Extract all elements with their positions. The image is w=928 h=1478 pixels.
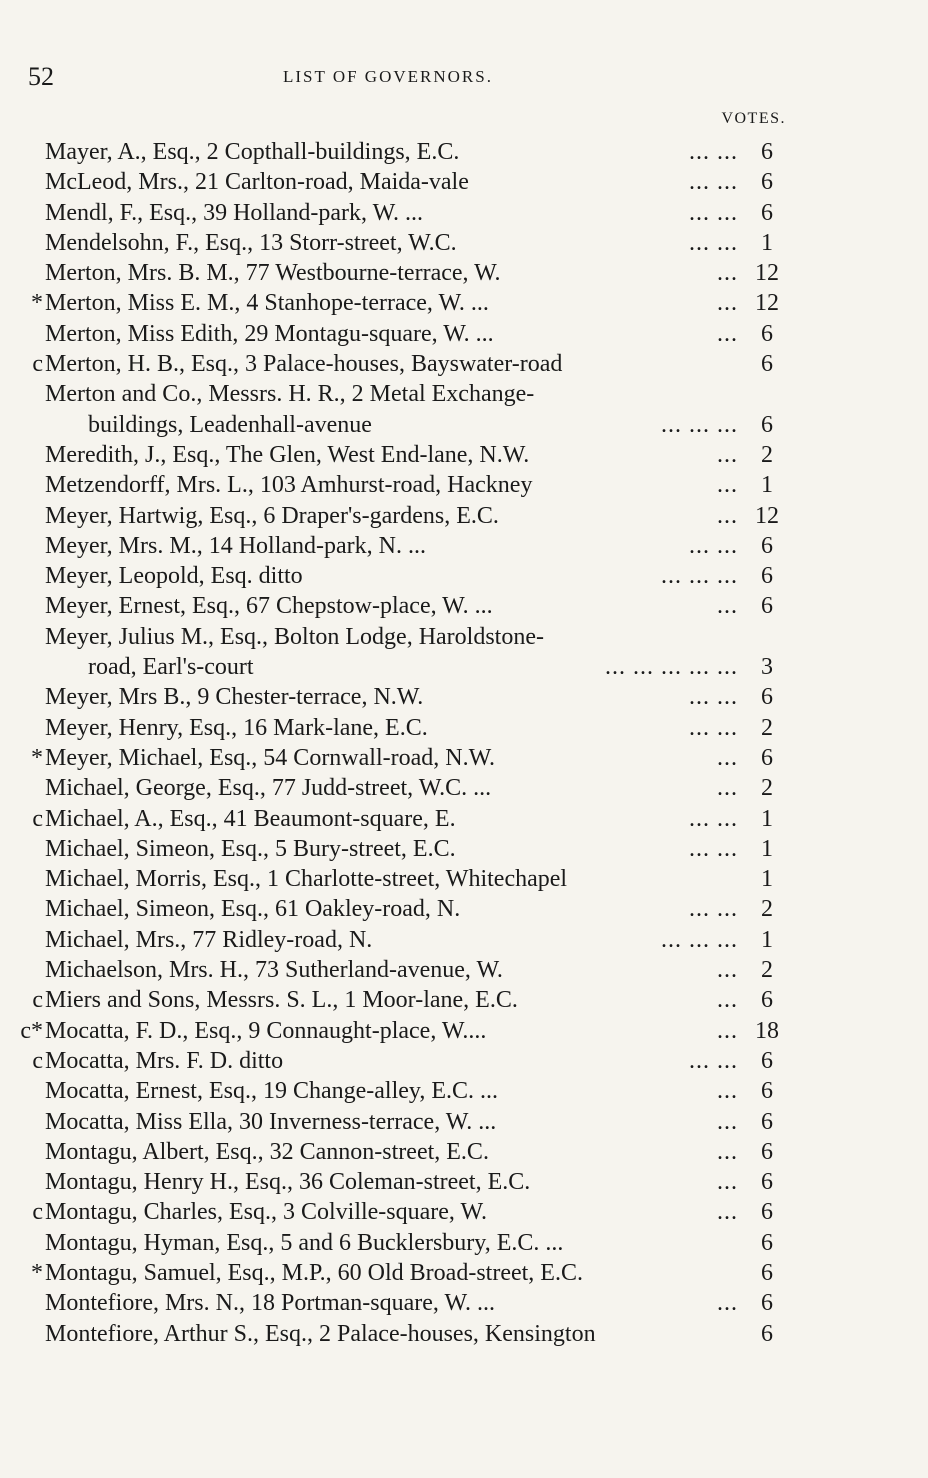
entry-text: Merton and Co., Messrs. H. R., 2 Metal Exchange- — [45, 381, 535, 408]
entry-votes: 6 — [761, 199, 773, 226]
entry-text: Merton, Mrs. B. M., 77 Westbourne-terrace, W. — [45, 260, 501, 287]
entry-text: Miers and Sons, Messrs. S. L., 1 Moor-lane, E.C. — [45, 987, 518, 1014]
entry-votes: 6 — [761, 320, 773, 347]
list-item — [0, 561, 928, 591]
list-item — [0, 1228, 928, 1258]
entry-votes: 6 — [761, 1078, 773, 1105]
entry-text: Meyer, Mrs. M., 14 Holland-park, N. ... — [45, 532, 426, 559]
list-item — [0, 1167, 928, 1197]
list-item — [0, 470, 928, 500]
entry-votes: 6 — [761, 1290, 773, 1317]
entry-votes: 2 — [761, 775, 773, 802]
list-item — [0, 1258, 928, 1288]
list-item — [0, 1319, 928, 1349]
list-item — [0, 985, 928, 1015]
list-item — [0, 955, 928, 985]
list-item — [0, 167, 928, 197]
entry-text: Meyer, Hartwig, Esq., 6 Draper's-gardens, E.C. — [45, 502, 499, 529]
list-item — [0, 258, 928, 288]
list-item — [0, 501, 928, 531]
entry-leader-dots: ... — [717, 290, 738, 317]
entry-text: McLeod, Mrs., 21 Carlton-road, Maida-vale — [45, 169, 469, 196]
entry-text: Meyer, Henry, Esq., 16 Mark-lane, E.C. — [45, 714, 428, 741]
entry-votes: 6 — [761, 411, 773, 438]
list-item — [0, 288, 928, 318]
entry-text: Meredith, J., Esq., The Glen, West End-lane, N.W. — [45, 441, 530, 468]
entry-votes: 6 — [761, 987, 773, 1014]
entry-leader-dots: ... — [717, 1290, 738, 1317]
entry-leader-dots: ... — [717, 1017, 738, 1044]
entry-text: Merton, Miss E. M., 4 Stanhope-terrace, W. ... — [45, 290, 489, 317]
entry-leader-dots: ... ... — [689, 229, 738, 256]
entry-leader-dots: ... ... — [689, 684, 738, 711]
entry-leader-dots: ... — [717, 957, 738, 984]
entry-text: Montefiore, Mrs. N., 18 Portman-square, W. ... — [45, 1290, 495, 1317]
entry-leader-dots: ... — [717, 320, 738, 347]
entry-text: Montagu, Samuel, Esq., M.P., 60 Old Broad-street, E.C. — [45, 1259, 583, 1286]
list-item — [0, 1107, 928, 1137]
entry-leader-dots: ... ... ... — [661, 926, 738, 953]
list-item — [0, 713, 928, 743]
entry-text: Meyer, Julius M., Esq., Bolton Lodge, Haroldstone- — [45, 623, 544, 650]
page-title: LIST OF GOVERNORS. — [283, 67, 493, 86]
entry-text: Michaelson, Mrs. H., 73 Sutherland-avenue, W. — [45, 957, 503, 984]
entry-votes: 1 — [761, 805, 773, 832]
governors-list — [0, 137, 928, 1349]
list-item — [0, 319, 928, 349]
entry-votes: 6 — [761, 563, 773, 590]
entry-leader-dots: ... ... — [689, 805, 738, 832]
entry-text: Michael, George, Esq., 77 Judd-street, W.C. ... — [45, 775, 492, 802]
entry-text: Michael, Morris, Esq., 1 Charlotte-street, Whitechapel — [45, 866, 568, 893]
list-item — [0, 804, 928, 834]
entry-votes: 12 — [755, 290, 779, 317]
entry-mark: c — [32, 805, 43, 832]
entry-leader-dots: ... ... ... — [661, 411, 738, 438]
entry-leader-dots: ... ... — [689, 835, 738, 862]
list-item — [0, 864, 928, 894]
page-number: 52 — [28, 62, 54, 91]
entry-votes: 6 — [761, 1138, 773, 1165]
entry-mark: * — [31, 290, 43, 317]
entry-mark: * — [31, 744, 43, 771]
entry-text: Montagu, Albert, Esq., 32 Cannon-street, E.C. — [45, 1138, 489, 1165]
entry-text: Mocatta, Mrs. F. D. ditto — [45, 1047, 284, 1074]
list-item — [0, 773, 928, 803]
entry-text: Mocatta, Ernest, Esq., 19 Change-alley, E.C. ... — [45, 1078, 498, 1105]
entry-text: Metzendorff, Mrs. L., 103 Amhurst-road, Hackney — [45, 472, 533, 499]
entry-votes: 6 — [761, 593, 773, 620]
entry-leader-dots: ... ... — [689, 199, 738, 226]
entry-mark: c — [32, 351, 43, 378]
entry-mark: c — [32, 1047, 43, 1074]
list-item — [0, 1016, 928, 1046]
list-item — [0, 925, 928, 955]
entry-leader-dots: ... — [717, 260, 738, 287]
entry-mark: c — [32, 1199, 43, 1226]
entry-votes: 18 — [755, 1017, 779, 1044]
entry-leader-dots: ... — [717, 1108, 738, 1135]
entry-votes: 6 — [761, 1108, 773, 1135]
entry-mark: * — [31, 1259, 43, 1286]
entry-votes: 6 — [761, 139, 773, 165]
entry-leader-dots: ... ... — [689, 1047, 738, 1074]
entry-text: Montefiore, Arthur S., Esq., 2 Palace-houses, Kensington — [45, 1320, 596, 1347]
entry-votes: 6 — [761, 1199, 773, 1226]
entry-text: buildings, Leadenhall-avenue — [88, 411, 372, 438]
entry-text: Michael, Mrs., 77 Ridley-road, N. — [45, 926, 373, 953]
entry-text: Mocatta, F. D., Esq., 9 Connaught-place, W.... — [45, 1017, 487, 1044]
entry-leader-dots: ... ... — [689, 169, 738, 196]
list-item — [0, 591, 928, 621]
entry-text: Meyer, Mrs B., 9 Chester-terrace, N.W. — [45, 684, 424, 711]
entry-leader-dots: ... ... — [689, 714, 738, 741]
entry-text: Montagu, Charles, Esq., 3 Colville-square, W. — [45, 1199, 487, 1226]
entry-votes: 6 — [761, 1259, 773, 1286]
entry-votes: 6 — [761, 351, 773, 378]
entry-leader-dots: ... — [717, 472, 738, 499]
list-item — [0, 743, 928, 773]
list-item — [0, 531, 928, 561]
entry-votes: 1 — [761, 926, 773, 953]
entry-votes: 2 — [761, 957, 773, 984]
entry-votes: 12 — [755, 260, 779, 287]
entry-text: Merton, H. B., Esq., 3 Palace-houses, Bayswater-road — [45, 351, 563, 378]
entry-leader-dots: ... — [717, 744, 738, 771]
entry-votes: 6 — [761, 1169, 773, 1196]
entry-votes: 6 — [761, 1320, 773, 1347]
entry-text: road, Earl's-court — [88, 654, 254, 681]
entry-leader-dots: ... — [717, 1138, 738, 1165]
entry-mark: c — [32, 987, 43, 1014]
entry-text: Montagu, Hyman, Esq., 5 and 6 Bucklersbury, E.C. ... — [45, 1229, 564, 1256]
list-item — [0, 1046, 928, 1076]
entry-text: Meyer, Leopold, Esq. ditto — [45, 563, 303, 590]
list-item-continuation — [0, 410, 928, 440]
list-item-continuation — [0, 652, 928, 682]
entry-leader-dots: ... ... ... ... ... — [605, 654, 738, 681]
list-item — [0, 228, 928, 258]
entry-votes: 2 — [761, 714, 773, 741]
entry-votes: 12 — [755, 502, 779, 529]
entry-text: Michael, A., Esq., 41 Beaumont-square, E. — [45, 805, 456, 832]
list-item — [0, 622, 928, 652]
list-item — [0, 682, 928, 712]
entry-text: Mocatta, Miss Ella, 30 Inverness-terrace, W. ... — [45, 1108, 497, 1135]
entry-leader-dots: ... — [717, 502, 738, 529]
entry-votes: 1 — [761, 866, 773, 893]
entry-leader-dots: ... ... ... — [661, 563, 738, 590]
list-item — [0, 137, 928, 167]
entry-votes: 1 — [761, 229, 773, 256]
list-item — [0, 379, 928, 409]
list-item — [0, 894, 928, 924]
entry-text: Montagu, Henry H., Esq., 36 Coleman-street, E.C. — [45, 1169, 531, 1196]
entry-votes: 6 — [761, 169, 773, 196]
entry-leader-dots: ... ... — [689, 532, 738, 559]
list-item — [0, 440, 928, 470]
entry-votes: 6 — [761, 684, 773, 711]
entry-votes: 2 — [761, 441, 773, 468]
entry-text: Merton, Miss Edith, 29 Montagu-square, W. ... — [45, 320, 494, 347]
entry-text: Mendl, F., Esq., 39 Holland-park, W. ... — [45, 199, 424, 226]
entry-leader-dots: ... — [717, 441, 738, 468]
entry-votes: 1 — [761, 835, 773, 862]
votes-column-heading: VOTES. — [721, 110, 786, 127]
entry-leader-dots: ... ... — [689, 139, 738, 165]
entry-leader-dots: ... — [717, 987, 738, 1014]
list-item — [0, 349, 928, 379]
entry-leader-dots: ... — [717, 1199, 738, 1226]
entry-votes: 1 — [761, 472, 773, 499]
list-item — [0, 1288, 928, 1318]
entry-mark: c* — [20, 1017, 43, 1044]
entry-text: Michael, Simeon, Esq., 61 Oakley-road, N. — [45, 896, 461, 923]
entry-leader-dots: ... — [717, 593, 738, 620]
entry-text: Meyer, Ernest, Esq., 67 Chepstow-place, W. ... — [45, 593, 493, 620]
entry-leader-dots: ... — [717, 1169, 738, 1196]
entry-leader-dots: ... — [717, 775, 738, 802]
entry-leader-dots: ... — [717, 1078, 738, 1105]
entry-votes: 6 — [761, 1047, 773, 1074]
list-item — [0, 1197, 928, 1227]
entry-votes: 6 — [761, 744, 773, 771]
entry-votes: 6 — [761, 1229, 773, 1256]
list-item — [0, 198, 928, 228]
entry-text: Michael, Simeon, Esq., 5 Bury-street, E.C. — [45, 835, 456, 862]
entry-text: Meyer, Michael, Esq., 54 Cornwall-road, N.W. — [45, 744, 496, 771]
entry-votes: 3 — [761, 654, 773, 681]
list-item — [0, 834, 928, 864]
list-item — [0, 1137, 928, 1167]
entry-votes: 2 — [761, 896, 773, 923]
list-item — [0, 1076, 928, 1106]
entry-leader-dots: ... ... — [689, 896, 738, 923]
entry-text: Mendelsohn, F., Esq., 13 Storr-street, W.C. — [45, 229, 457, 256]
entry-text: Mayer, A., Esq., 2 Copthall-buildings, E.C. — [45, 139, 460, 165]
entry-votes: 6 — [761, 532, 773, 559]
